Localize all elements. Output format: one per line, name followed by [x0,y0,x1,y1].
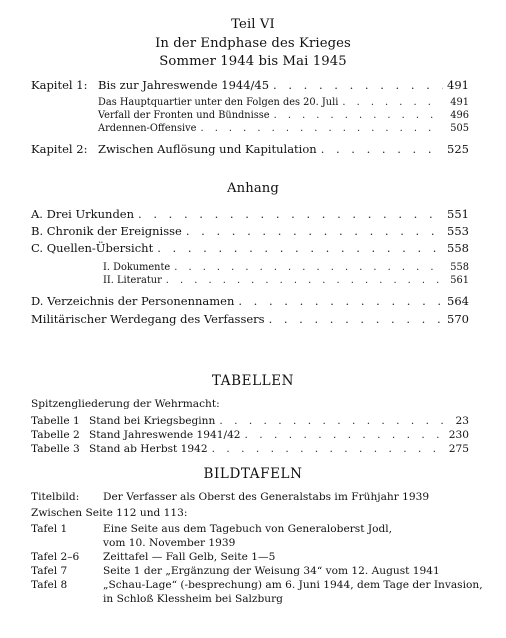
leader-dots [157,241,443,255]
page-number: 275 [448,443,469,455]
appendix-entry [31,312,469,326]
page-number: 496 [450,110,469,121]
leader-dots [200,123,443,134]
frontispiece-text: Der Verfasser als Oberst des Generalstabs im Frühjahr 1939 [103,491,430,503]
page-number: 561 [450,275,469,286]
part-title: Teil VI [231,17,275,32]
chapter-label: Kapitel 1: [31,78,88,92]
plate-text: „Schau-Lage“ (-besprechung) am 6. Juni 1944, dem Tage der Invasion, [103,579,483,591]
leader-dots [166,275,443,286]
subsection-title: Ardennen-Offensive [98,123,197,134]
appendix-entry [31,241,469,255]
plate-text-cont: vom 10. November 1939 [103,537,236,549]
leader-dots [274,110,443,121]
plate-label: Tafel 2–6 [31,551,80,563]
appendix-entry [31,224,469,238]
table-title: Stand ab Herbst 1942 [89,443,208,455]
table-entry [31,429,469,441]
toc-entry-chapter-1 [31,78,469,92]
page-number: 525 [447,142,469,156]
leader-dots [138,207,443,221]
page-number: 570 [447,312,469,326]
plates-between-pages: Zwischen Seite 112 und 113: [31,507,188,519]
leader-dots [219,415,443,427]
page-number: 564 [447,294,469,308]
entry-title: B. Chronik der Ereignisse [31,224,182,238]
table-label: Tabelle 3 [31,443,80,455]
table-label: Tabelle 1 [31,415,80,427]
entry-title: A. Drei Urkunden [31,207,135,221]
toc-subentry [98,123,469,134]
page-number: 558 [447,241,469,255]
appendix-heading: Anhang [227,181,279,196]
plate-text: Zeittafel — Fall Gelb, Seite 1—5 [103,551,276,563]
page-number: 558 [450,262,469,273]
entry-title: D. Verzeichnis der Personennamen [31,294,235,308]
plate-text: Eine Seite aus dem Tagebuch von Generaloberst Jodl, [103,523,392,535]
part-period: Sommer 1944 bis Mai 1945 [159,54,347,69]
leader-dots [186,224,443,238]
page-number: 491 [447,78,469,92]
page-number: 23 [455,415,469,427]
appendix-entry [31,207,469,221]
leader-dots [273,78,443,92]
entry-title: II. Literatur [103,275,162,286]
toc-entry-chapter-2 [31,142,469,156]
page-number: 553 [447,224,469,238]
page-number: 505 [450,123,469,134]
entry-title: I. Dokumente [103,262,171,273]
part-subtitle: In der Endphase des Krieges [155,36,351,51]
table-entry [31,443,469,455]
plates-heading: BILDTAFELN [203,466,303,482]
chapter-title: Bis zur Jahreswende 1944/45 [98,78,270,92]
leader-dots [269,312,443,326]
table-title: Stand Jahreswende 1941/42 [89,429,241,441]
page-number: 551 [447,207,469,221]
chapter-label: Kapitel 2: [31,142,88,156]
appendix-entry [31,294,469,308]
plate-label: Tafel 8 [31,579,68,591]
leader-dots [212,443,443,455]
appendix-subentry [103,262,469,273]
table-label: Tabelle 2 [31,429,80,441]
leader-dots [174,262,443,273]
plate-label: Tafel 1 [31,523,68,535]
tables-intro: Spitzengliederung der Wehrmacht: [31,398,220,410]
entry-title: C. Quellen-Übersicht [31,241,154,255]
leader-dots [238,294,443,308]
table-entry [31,415,469,427]
plate-text: Seite 1 der „Ergänzung der Weisung 34“ vom 12. August 1941 [103,565,440,577]
plate-text-cont: in Schloß Klessheim bei Salzburg [103,593,283,605]
page-number: 230 [448,429,469,441]
plate-label: Tafel 7 [31,565,68,577]
toc-subentry [98,110,469,121]
subsection-title: Das Hauptquartier unter den Folgen des 20. Juli [98,97,339,108]
leader-dots [342,97,443,108]
subsection-title: Verfall der Fronten und Bündnisse [98,110,270,121]
frontispiece-label: Titelbild: [31,491,80,503]
leader-dots [321,142,443,156]
table-title: Stand bei Kriegsbeginn [89,415,216,427]
toc-subentry [98,97,469,108]
appendix-subentry [103,275,469,286]
page-number: 491 [450,97,469,108]
leader-dots [245,429,443,441]
chapter-title: Zwischen Auflösung und Kapitulation [98,142,317,156]
tables-heading: TABELLEN [211,373,295,389]
entry-title: Militärischer Werdegang des Verfassers [31,312,265,326]
